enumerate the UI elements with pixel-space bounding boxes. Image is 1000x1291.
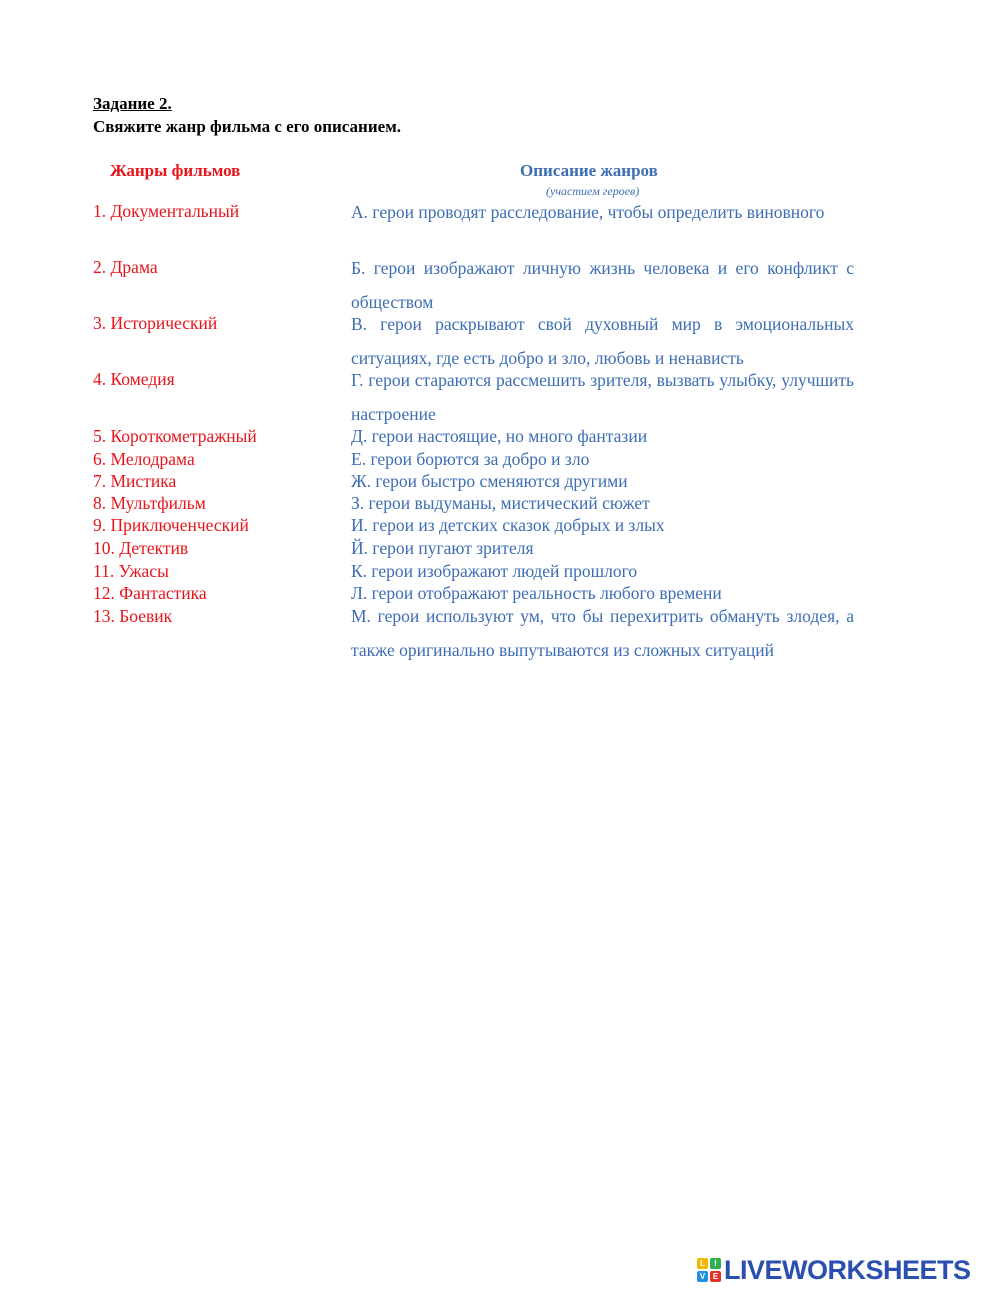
description-item: А. герои проводят расследование, чтобы определить виновного [351,202,825,222]
task-title: Задание 2. [93,94,172,113]
genre-item: 13. Боевик [93,606,173,626]
genre-item: 10. Детектив [93,538,189,558]
logo-squares-icon [697,1258,721,1282]
logo-square: E [710,1271,721,1282]
description-item: Б. герои изображают личную жизнь человека и его конфликт с обществом [351,258,854,312]
description-item: Е. герои борются за добро и зло [351,449,590,469]
description-item: Г. герои стараются рассмешить зрителя, вызвать улыбку, улучшить настроение [351,370,854,424]
genre-item: 8. Мультфильм [93,493,206,513]
logo-square: I [710,1258,721,1269]
genre-item: 4. Комедия [93,369,175,389]
descriptions-column-header: Описание жанров [520,161,658,180]
description-item: Ж. герои быстро сменяются другими [351,471,628,491]
descriptions-column-subheader: (участием героев) [546,184,640,198]
description-item: Л. герои отображают реальность любого времени [351,583,722,603]
liveworksheets-logo [697,1256,971,1284]
genre-item: 9. Приключенческий [93,515,249,535]
description-item: М. герои используют ум, что бы перехитрить обмануть злодея, а также оригинально выпутываются из сложных ситуаций [351,606,854,660]
description-item: Д. герои настоящие, но много фантазии [351,426,648,446]
genres-column-header: Жанры фильмов [110,161,241,180]
task-instruction: Свяжите жанр фильма с его описанием. [93,117,402,136]
description-item: И. герои из детских сказок добрых и злых [351,515,665,535]
genre-item: 6. Мелодрама [93,449,195,469]
genre-item: 7. Мистика [93,471,177,491]
description-item: В. герои раскрывают свой духовный мир в эмоциональных ситуациях, где есть добро и зло, любовь и ненависть [351,314,854,368]
description-item: Й. герои пугают зрителя [351,538,534,558]
description-item: З. герои выдуманы, мистический сюжет [351,493,650,513]
genre-item: 11. Ужасы [93,561,169,581]
genre-item: 12. Фантастика [93,583,207,603]
genre-item: 3. Исторический [93,313,218,333]
genre-item: 1. Документальный [93,201,240,221]
description-item: К. герои изображают людей прошлого [351,561,638,581]
logo-square: V [697,1271,708,1282]
genre-item: 5. Короткометражный [93,426,257,446]
logo-text: LIVEWORKSHEETS [724,1254,971,1285]
logo-square: L [697,1258,708,1269]
genre-item: 2. Драма [93,257,158,277]
